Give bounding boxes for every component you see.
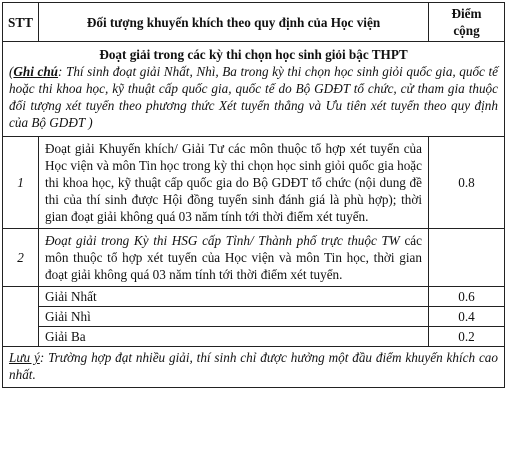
header-points-line2: cộng xyxy=(453,23,480,38)
prize-stt-blank xyxy=(3,287,39,347)
header-stt: STT xyxy=(3,3,39,42)
footer-row xyxy=(3,347,505,388)
prize-points: 0.4 xyxy=(429,307,505,327)
row-description-italic: Đoạt giải trong Kỳ thi HSG cấp Tỉnh/ Thành phố trực thuộc TW xyxy=(45,233,400,248)
group-title: Đoạt giải trong các kỳ thi chọn học sinh giỏi bậc THPT xyxy=(99,47,408,62)
group-note xyxy=(9,63,498,131)
footer-text: : Trường hợp đạt nhiều giải, thí sinh chỉ được hưởng một đầu điểm khuyến khích cao nhất. xyxy=(9,350,498,382)
row-stt: 2 xyxy=(3,229,39,287)
row-points xyxy=(429,229,505,287)
prize-label: Giải Ba xyxy=(39,327,429,347)
prize-row xyxy=(3,327,505,347)
incentive-points-table xyxy=(2,2,505,388)
row-stt: 1 xyxy=(3,137,39,229)
row-description xyxy=(39,229,429,287)
group-header-cell xyxy=(3,42,505,137)
table-row xyxy=(3,137,505,229)
header-points-line1: Điểm xyxy=(451,6,482,21)
row-points: 0.8 xyxy=(429,137,505,229)
prize-label: Giải Nhất xyxy=(39,287,429,307)
group-note-label: Ghi chú xyxy=(13,64,59,79)
prize-points: 0.2 xyxy=(429,327,505,347)
footer-note xyxy=(3,347,505,388)
table-header-row xyxy=(3,3,505,42)
prize-points: 0.6 xyxy=(429,287,505,307)
group-header-row xyxy=(3,42,505,137)
header-points xyxy=(429,3,505,42)
row-description: Đoạt giải Khuyến khích/ Giải Tư các môn thuộc tổ hợp xét tuyển của Học viện và môn Tin học trong kỳ thi chọn học sinh giỏi quốc gia hoặc thi khoa học, kỹ thuật cấp quốc gia do Bộ GDĐT tổ chức (nội dung đề thi của thí sinh được Hội đồng tuyển sinh đánh giá là phù hợp); thời gian đoạt giải không quá 03 năm tính tới thời điểm xét tuyển. xyxy=(39,137,429,229)
prize-row xyxy=(3,307,505,327)
group-note-text: : Thí sinh đoạt giải Nhất, Nhì, Ba trong kỳ thi chọn học sinh giỏi quốc gia, quốc tế hoặc thi khoa học, kỹ thuật cấp quốc gia, quốc tế do Bộ GDĐT tổ chức, cử tham gia thuộc đối tượng xét tuyển theo phương thức Xét tuyển thẳng và Ưu tiên xét tuyển theo quy định của Bộ GDĐT ) xyxy=(9,64,498,130)
prize-label: Giải Nhì xyxy=(39,307,429,327)
footer-label: Lưu ý xyxy=(9,350,40,365)
prize-row xyxy=(3,287,505,307)
row-description-rest: các môn thuộc tổ hợp xét tuyển của Học viện và môn Tin học, thời gian đoạt giải không quá 03 năm tính tới thời điểm xét tuyển. xyxy=(45,233,423,282)
header-subject: Đối tượng khuyến khích theo quy định của Học viện xyxy=(39,3,429,42)
group-note-open: ( xyxy=(9,64,14,79)
table-row xyxy=(3,229,505,287)
